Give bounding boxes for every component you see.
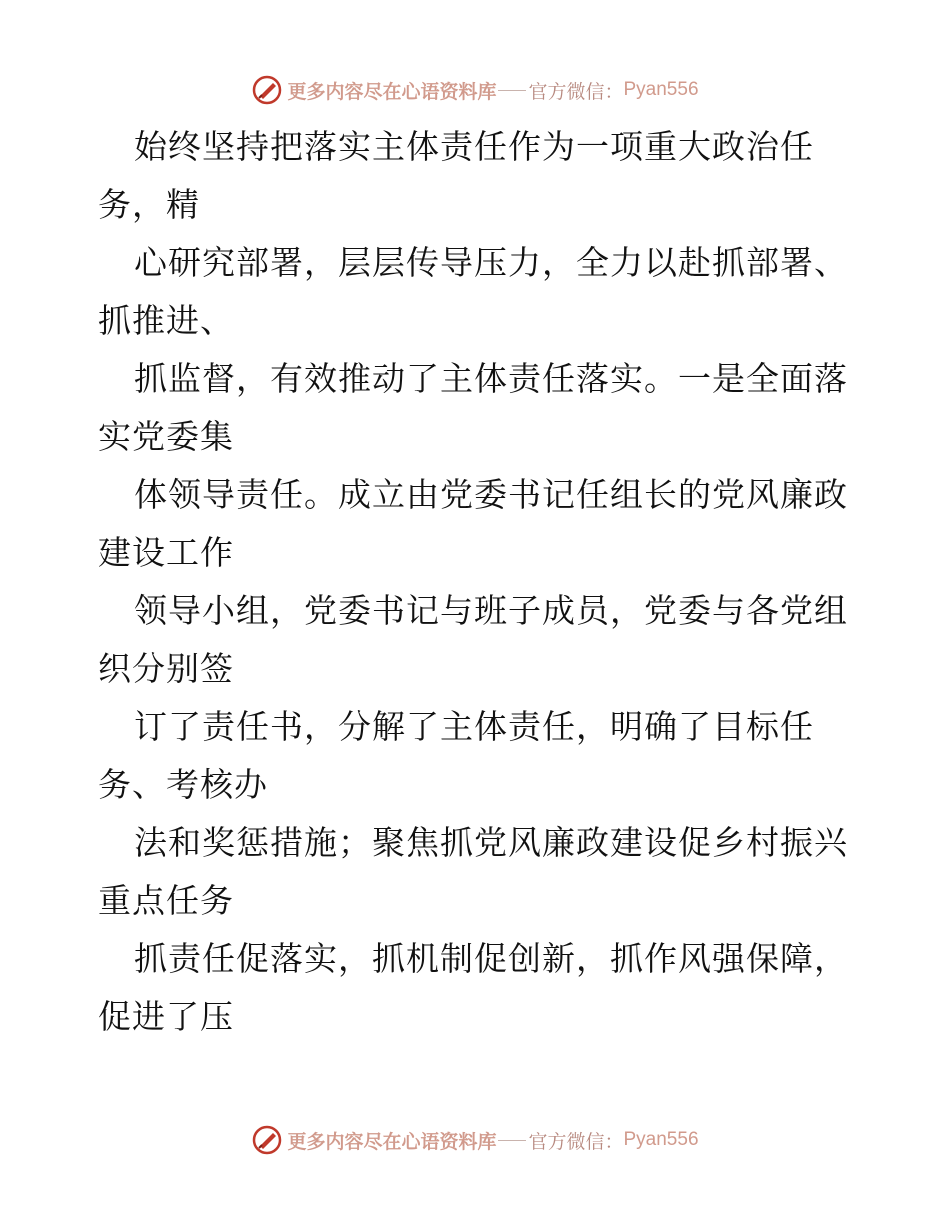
body-line-11: 订了责任书，分解了主体责任，明确了目标任 xyxy=(134,707,814,746)
body-line-12: 务、考核办 xyxy=(98,765,268,804)
footer-watermark-banner xyxy=(0,1120,950,1160)
body-line-14: 重点任务 xyxy=(98,881,234,920)
body-line-8: 建设工作 xyxy=(98,533,234,572)
brand-logo-icon xyxy=(251,1124,283,1156)
header-banner-dash xyxy=(498,90,526,91)
body-line-16: 促进了压 xyxy=(98,997,234,1036)
body-line-10: 织分别签 xyxy=(98,649,234,688)
body-line-9: 领导小组，党委书记与班子成员，党委与各党组 xyxy=(134,591,848,630)
body-line-7: 体领导责任。成立由党委书记任组长的党风廉政 xyxy=(134,475,848,514)
footer-banner-wechat-id: Pyan556 xyxy=(623,1129,699,1150)
body-line-3: 心研究部署，层层传导压力，全力以赴抓部署、 xyxy=(134,243,848,282)
body-line-15: 抓责任促落实，抓机制促创新，抓作风强保障， xyxy=(134,939,848,978)
document-body xyxy=(98,118,878,1046)
body-line-5: 抓监督，有效推动了主体责任落实。一是全面落 xyxy=(134,359,848,398)
footer-banner-dash xyxy=(498,1140,526,1141)
header-watermark-banner xyxy=(0,70,950,110)
body-line-1: 始终坚持把落实主体责任作为一项重大政治任 xyxy=(134,127,814,166)
footer-banner-wechat-label: 官方微信： xyxy=(528,1130,624,1153)
body-line-2: 务，精 xyxy=(98,185,200,224)
body-line-13: 法和奖惩措施；聚焦抓党风廉政建设促乡村振兴 xyxy=(134,823,848,862)
body-line-4: 抓推进、 xyxy=(98,301,234,340)
header-banner-wechat-label: 官方微信： xyxy=(528,80,624,103)
body-line-6: 实党委集 xyxy=(98,417,234,456)
brand-logo-icon xyxy=(251,74,283,106)
header-banner-title: 更多内容尽在心语资料库 xyxy=(287,80,497,103)
footer-banner-title: 更多内容尽在心语资料库 xyxy=(287,1130,497,1153)
header-banner-wechat-id: Pyan556 xyxy=(623,79,699,100)
